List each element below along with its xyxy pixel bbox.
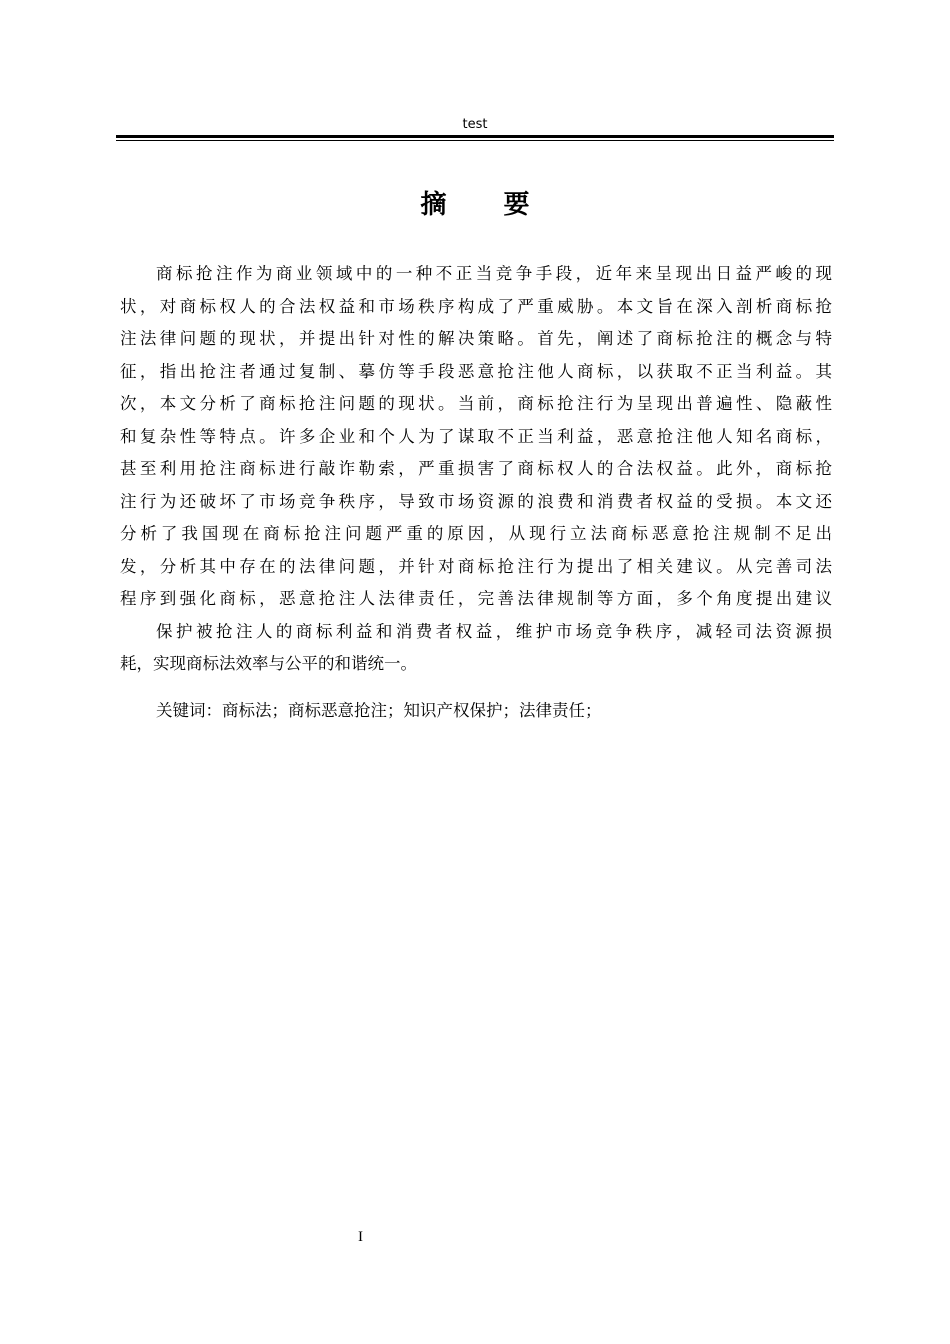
abstract-line: 发，分析其中存在的法律问题，并针对商标抢注行为提出了相关建议。从完善司法 <box>120 556 832 576</box>
abstract-line: 保护被抢注人的商标利益和消费者权益，维护市场竞争秩序，减轻司法资源损 <box>156 621 832 641</box>
abstract-line: 商标抢注作为商业领域中的一种不正当竞争手段，近年来呈现出日益严峻的现 <box>156 264 832 283</box>
abstract-line: 状，对商标权人的合法权益和市场秩序构成了严重威胁。本文旨在深入剖析商标抢 <box>120 296 832 316</box>
abstract-line: 耗，实现商标法效率与公平的和谐统一。 <box>120 654 417 673</box>
header-rule <box>116 135 834 141</box>
page-header: test <box>462 117 488 132</box>
abstract-line: 甚至利用抢注商标进行敲诈勒索，严重损害了商标权人的合法权益。此外，商标抢 <box>120 459 832 478</box>
header-rule-thick <box>116 135 834 138</box>
page-number: I <box>358 1229 363 1245</box>
header-rule-thin <box>116 140 834 141</box>
abstract-line: 分析了我国现在商标抢注问题严重的原因，从现行立法商标恶意抢注规制不足出 <box>120 524 832 543</box>
abstract-body <box>120 258 832 681</box>
abstract-line: 征，指出抢注者通过复制、摹仿等手段恶意抢注他人商标，以获取不正当利益。其 <box>120 361 832 381</box>
abstract-line: 和复杂性等特点。许多企业和个人为了谋取不正当利益，恶意抢注他人知名商标， <box>120 426 832 446</box>
keywords-line: 关键词：商标法；商标恶意抢注；知识产权保护；法律责任； <box>156 701 602 720</box>
abstract-line: 注行为还破坏了市场竞争秩序，导致市场资源的浪费和消费者权益的受损。本文还 <box>120 491 832 511</box>
abstract-title: 摘 要 <box>420 190 554 220</box>
abstract-line: 注法律问题的现状，并提出针对性的解决策略。首先，阐述了商标抢注的概念与特 <box>120 329 832 348</box>
abstract-line: 程序到强化商标，恶意抢注人法律责任，完善法律规制等方面，多个角度提出建议 <box>120 589 832 608</box>
abstract-line: 次，本文分析了商标抢注问题的现状。当前，商标抢注行为呈现出普遍性、隐蔽性 <box>120 394 832 413</box>
